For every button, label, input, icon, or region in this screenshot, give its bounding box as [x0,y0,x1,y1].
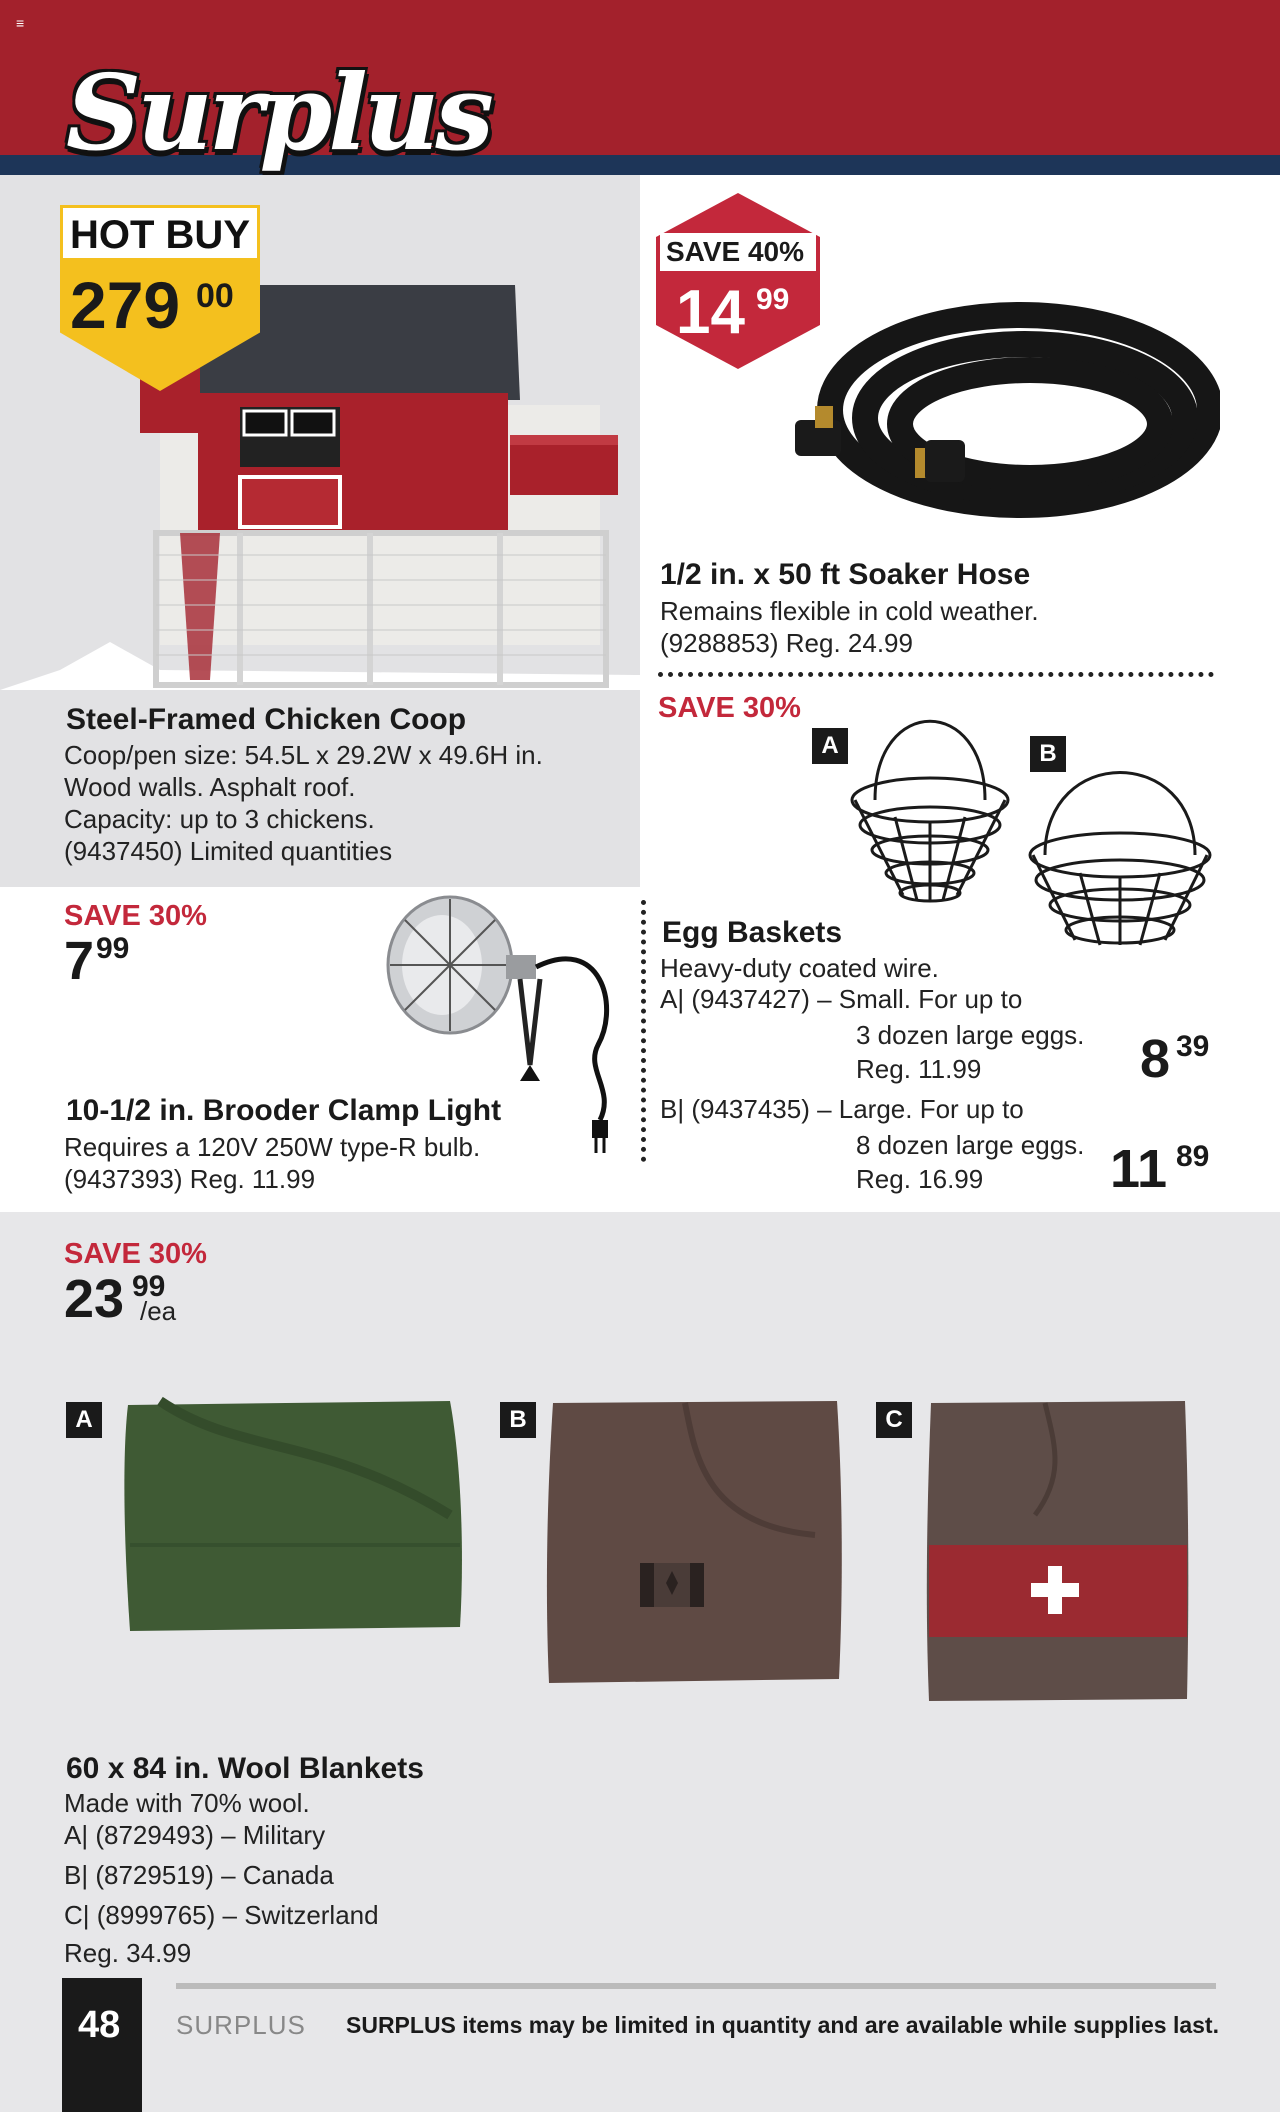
blanket-option-b: B| (8729519) – Canada [64,1860,334,1890]
blankets-desc: Made with 70% wool. [64,1788,310,1818]
brooder-save-label: SAVE 30% [64,900,207,932]
brand-logo: Surplus [66,51,490,174]
egg-basket-large-image [1025,755,1215,960]
hose-title: 1/2 in. x 50 ft Soaker Hose [660,558,1031,591]
blankets-price-cents: 99 [132,1270,166,1303]
basket-a-price-cents: 39 [1176,1030,1210,1063]
blankets-title: 60 x 84 in. Wool Blankets [66,1752,424,1785]
basket-b-reg: Reg. 16.99 [856,1164,984,1194]
brooder-title: 10-1/2 in. Brooder Clamp Light [66,1094,502,1127]
basket-b-price-dollars: 11 [1110,1139,1168,1199]
blanket-c-letter: C [876,1402,912,1438]
dotted-divider-vertical [641,900,646,1162]
brooder-sku: (9437393) Reg. 11.99 [64,1164,316,1194]
coop-size: Coop/pen size: 54.5L x 29.2W x 49.6H in. [64,740,543,770]
coop-sku: (9437450) Limited quantities [64,836,393,866]
brooder-price-cents: 99 [96,932,130,965]
hose-desc: Remains flexible in cold weather. [660,596,1039,626]
blankets-reg: Reg. 34.99 [64,1938,192,1968]
switzerland-blanket-image [925,1395,1190,1705]
brooder-desc: Requires a 120V 250W type-R bulb. [64,1132,481,1162]
blanket-a-letter: A [66,1402,102,1438]
page-number: 48 [78,2004,121,2046]
blankets-price-unit: /ea [140,1296,177,1326]
baskets-desc: Heavy-duty coated wire. [660,953,939,983]
footer-disclaimer: SURPLUS items may be limited in quantity and are available while supplies last. [346,2012,1219,2038]
blankets-price-dollars: 23 [64,1269,125,1329]
coop-title: Steel-Framed Chicken Coop [66,703,467,736]
coop-price-cents: 00 [196,277,234,315]
basket-a-line1: A| (9437427) – Small. For up to [660,984,1023,1014]
hose-price-cents: 99 [756,283,790,316]
baskets-save-label: SAVE 30% [658,692,801,724]
coop-materials: Wood walls. Asphalt roof. [64,772,356,802]
coop-capacity: Capacity: up to 3 chickens. [64,804,375,834]
basket-a-price-dollars: 8 [1140,1029,1171,1089]
hot-buy-badge [60,205,260,390]
hot-buy-label: HOT BUY [70,213,250,257]
basket-a-line2: 3 dozen large eggs. [856,1020,1085,1050]
footer-rule [176,1983,1216,1989]
egg-basket-small-image [845,705,1015,910]
basket-b-letter: B [1030,736,1066,772]
menu-icon[interactable]: ≡ [16,15,25,31]
coop-price-dollars: 279 [70,268,181,342]
hose-sku: (9288853) Reg. 24.99 [660,628,913,658]
blanket-option-a: A| (8729493) – Military [64,1820,326,1850]
blanket-b-letter: B [500,1402,536,1438]
blanket-option-c: C| (8999765) – Switzerland [64,1900,379,1930]
basket-a-reg: Reg. 11.99 [856,1054,982,1084]
hose-save-label: SAVE 40% [666,236,804,267]
basket-a-letter: A [812,728,848,764]
basket-b-price-cents: 89 [1176,1140,1210,1173]
footer-section-label: SURPLUS [176,2010,306,2040]
basket-b-line2: 8 dozen large eggs. [856,1130,1085,1160]
military-blanket-image [120,1395,465,1635]
baskets-title: Egg Baskets [662,916,843,949]
canada-blanket-image [545,1395,845,1685]
dotted-divider-horizontal [658,672,1214,677]
basket-b-line1: B| (9437435) – Large. For up to [660,1094,1024,1124]
blankets-save-label: SAVE 30% [64,1238,207,1270]
brooder-price-dollars: 7 [64,931,95,991]
soaker-hose-image [775,300,1220,540]
hose-price-dollars: 14 [676,278,745,347]
